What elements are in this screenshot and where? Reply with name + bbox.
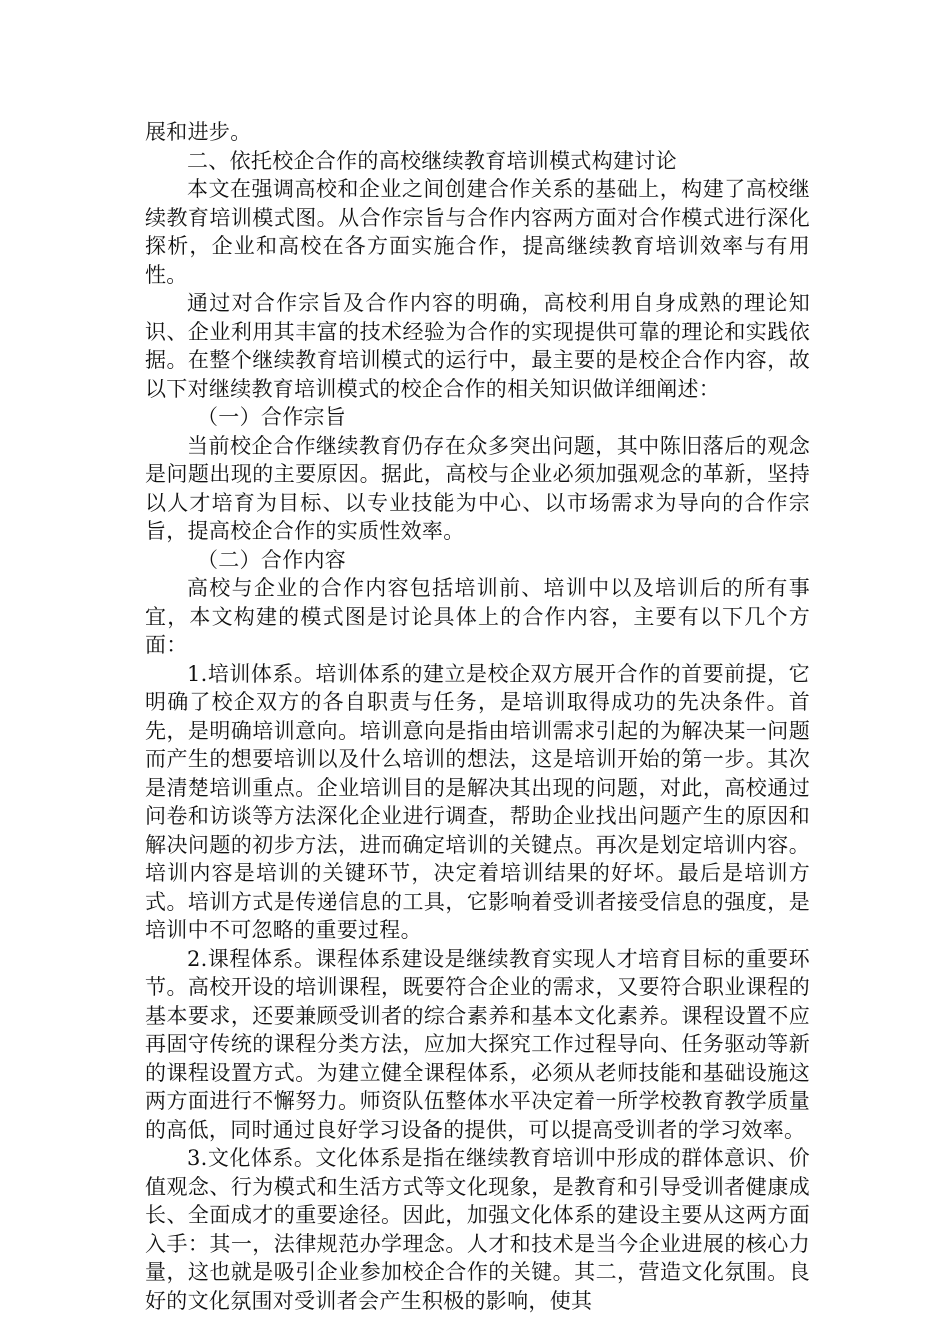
document-body	[145, 118, 810, 1315]
section-heading: 二、依托校企合作的高校继续教育培训模式构建讨论	[187, 148, 677, 173]
paragraph: 当前校企合作继续教育仍存在众多突出问题，其中陈旧落后的观念是问题出现的主要原因。据此，高校与企业必须加强观念的革新，坚持以人才培育为目标、以专业技能为中心、以市场需求为导向的合作宗旨，提高校企合作的实质性效率。	[145, 433, 810, 543]
subsection-heading: （一）合作宗旨	[197, 405, 347, 429]
paragraph-continuation: 展和进步。	[145, 120, 252, 144]
paragraph: 高校与企业的合作内容包括培训前、培训中以及培训后的所有事宜，本文构建的模式图是讨论具体上的合作内容，主要有以下几个方面：	[145, 576, 810, 657]
paragraph: 1.培训体系。培训体系的建立是校企双方展开合作的首要前提，它明确了校企双方的各自职责与任务，是培训取得成功的先决条件。首先，是明确培训意向。培训意向是指由培训需求引起的为解决某一问题而产生的想要培训以及什么培训的想法，这是培训开始的第一步。其次是清楚培训重点。企业培训目的是解决其出现的问题，对此，高校通过问卷和访谈等方法深化企业进行调查，帮助企业找出问题产生的原因和解决问题的初步方法，进而确定培训的关键点。再次是划定培训内容。培训内容是培训的关键环节，决定着培训结果的好坏。最后是培训方式。培训方式是传递信息的工具，它影响着受训者接受信息的强度，是培训中不可忽略的重要过程。	[145, 661, 810, 942]
subsection-heading: （二）合作内容	[197, 547, 347, 572]
paragraph: 本文在强调高校和企业之间创建合作关系的基础上，构建了高校继续教育培训模式图。从合作宗旨与合作内容两方面对合作模式进行深化探析，企业和高校在各方面实施合作，提高继续教育培训效率与有用性。	[145, 177, 810, 287]
paragraph: 3.文化体系。文化体系是指在继续教育培训中形成的群体意识、价值观念、行为模式和生活方式等文化现象，是教育和引导受训者健康成长、全面成才的重要途径。因此，加强文化体系的建设主要从这两方面入手：其一，法律规范办学理念。人才和技术是当今企业进展的核心力量，这也就是吸引企业参加校企合作的关键。其二，营造文化氛围。良好的文化氛围对受训者会产生积极的影响，使其	[145, 1146, 810, 1313]
paragraph: 通过对合作宗旨及合作内容的明确，高校利用自身成熟的理论知识、企业利用其丰富的技术经验为合作的实现提供可靠的理论和实践依据。在整个继续教育培训模式的运行中，最主要的是校企合作内容，故以下对继续教育培训模式的校企合作的相关知识做详细阐述：	[145, 291, 810, 401]
paragraph: 2.课程体系。课程体系建设是继续教育实现人才培育目标的重要环节。高校开设的培训课程，既要符合企业的需求，又要符合职业课程的基本要求，还要兼顾受训者的综合素养和基本文化素养。课程设置不应再固守传统的课程分类方法，应加大探究工作过程导向、任务驱动等新的课程设置方式。为建立健全课程体系，必须从老师技能和基础设施这两方面进行不懈努力。师资队伍整体水平决定着一所学校教育教学质量的高低，同时通过良好学习设备的提供，可以提高受训者的学习效率。	[145, 946, 810, 1142]
